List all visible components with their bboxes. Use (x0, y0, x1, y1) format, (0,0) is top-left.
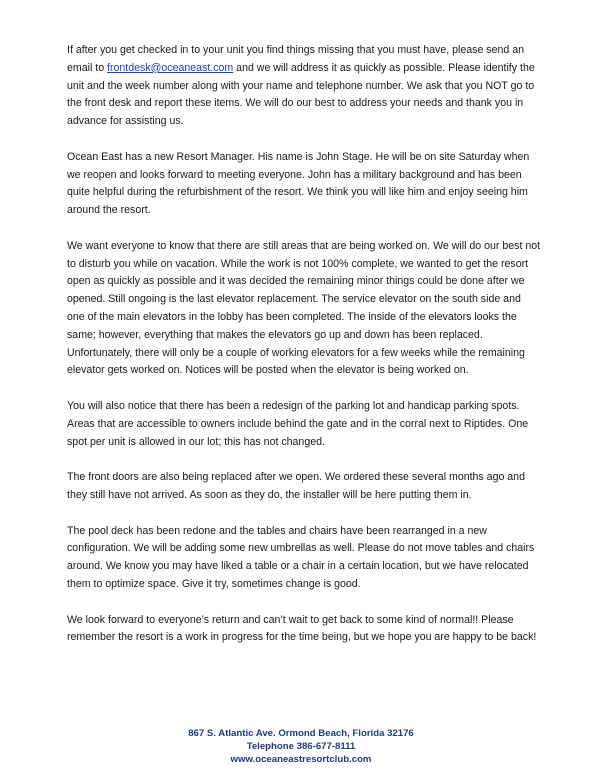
letter-body (67, 42, 541, 665)
paragraph-closing: We look forward to everyone’s return and can’t wait to get back to some kind of normal!! Please remember the resort is a work in progress for the time being, but we hope you are happy to be back! (67, 613, 537, 644)
footer (0, 727, 602, 766)
email-link[interactable]: frontdesk@oceaneast.com (107, 61, 234, 74)
footer-address: 867 S. Atlantic Ave. Ormond Beach, Florida 32176 (188, 728, 414, 739)
paragraph-parking: You will also notice that there has been a redesign of the parking lot and handicap parking spots. Areas that are accessible to owners include behind the gate and in the corral next to Riptides. One spot per unit is allowed in our lot; this has not changed. (67, 399, 529, 448)
footer-website[interactable]: www.oceaneastresortclub.com (230, 754, 372, 765)
paragraph-text: and we will address it as quickly as possible. Please identify the unit and the week number along with your name and telephone number. We ask that you NOT go to the front desk and report these items. We will do our best to address your needs and thank you in advance for assisting us. (67, 61, 535, 128)
paragraph-pool-deck: The pool deck has been redone and the tables and chairs have been rearranged in a new configuration. We will be adding some new umbrellas as well. Please do not move tables and chairs around. We know you may have liked a table or a chair in a certain location, but we have relocated them to optimize space. Give it try, sometimes change is good. (67, 524, 535, 590)
paragraph-text: If after you get checked in to your unit you find things missing that you must have, please send an email to (67, 44, 524, 74)
paragraph-ongoing-work: We want everyone to know that there are still areas that are being worked on. We will do our best not to disturb you while on vacation. While the work is not 100% complete, we wanted to get the resort open as quickly as possible and it was decided the remaining minor things could be done after we opened. Still ongoing is the last elevator replacement. The service elevator on the south side and one of the main elevators in the lobby has been completed. The inside of the elevators looks the same; however, everything that makes the elevators go up and down has been replaced. Unfortunately, there will only be a couple of working elevators for a few weeks while the remaining elevator gets worked on. Notices will be posted when the elevator is being worked on. (67, 239, 541, 377)
paragraph-front-doors: The front doors are also being replaced after we open. We ordered these several months ago and they still have not arrived. As soon as they do, the installer will be here putting them in. (67, 471, 525, 501)
footer-phone: Telephone 386-677-8111 (246, 741, 356, 752)
paragraph-missing-items (67, 42, 541, 131)
paragraph-resort-manager: Ocean East has a new Resort Manager. His name is John Stage. He will be on site Saturday when we reopen and looks forward to meeting everyone. John has a military background and has been quite helpful during the refurbishment of the resort. We think you will like him and enjoy seeing him around the resort. (67, 150, 530, 217)
